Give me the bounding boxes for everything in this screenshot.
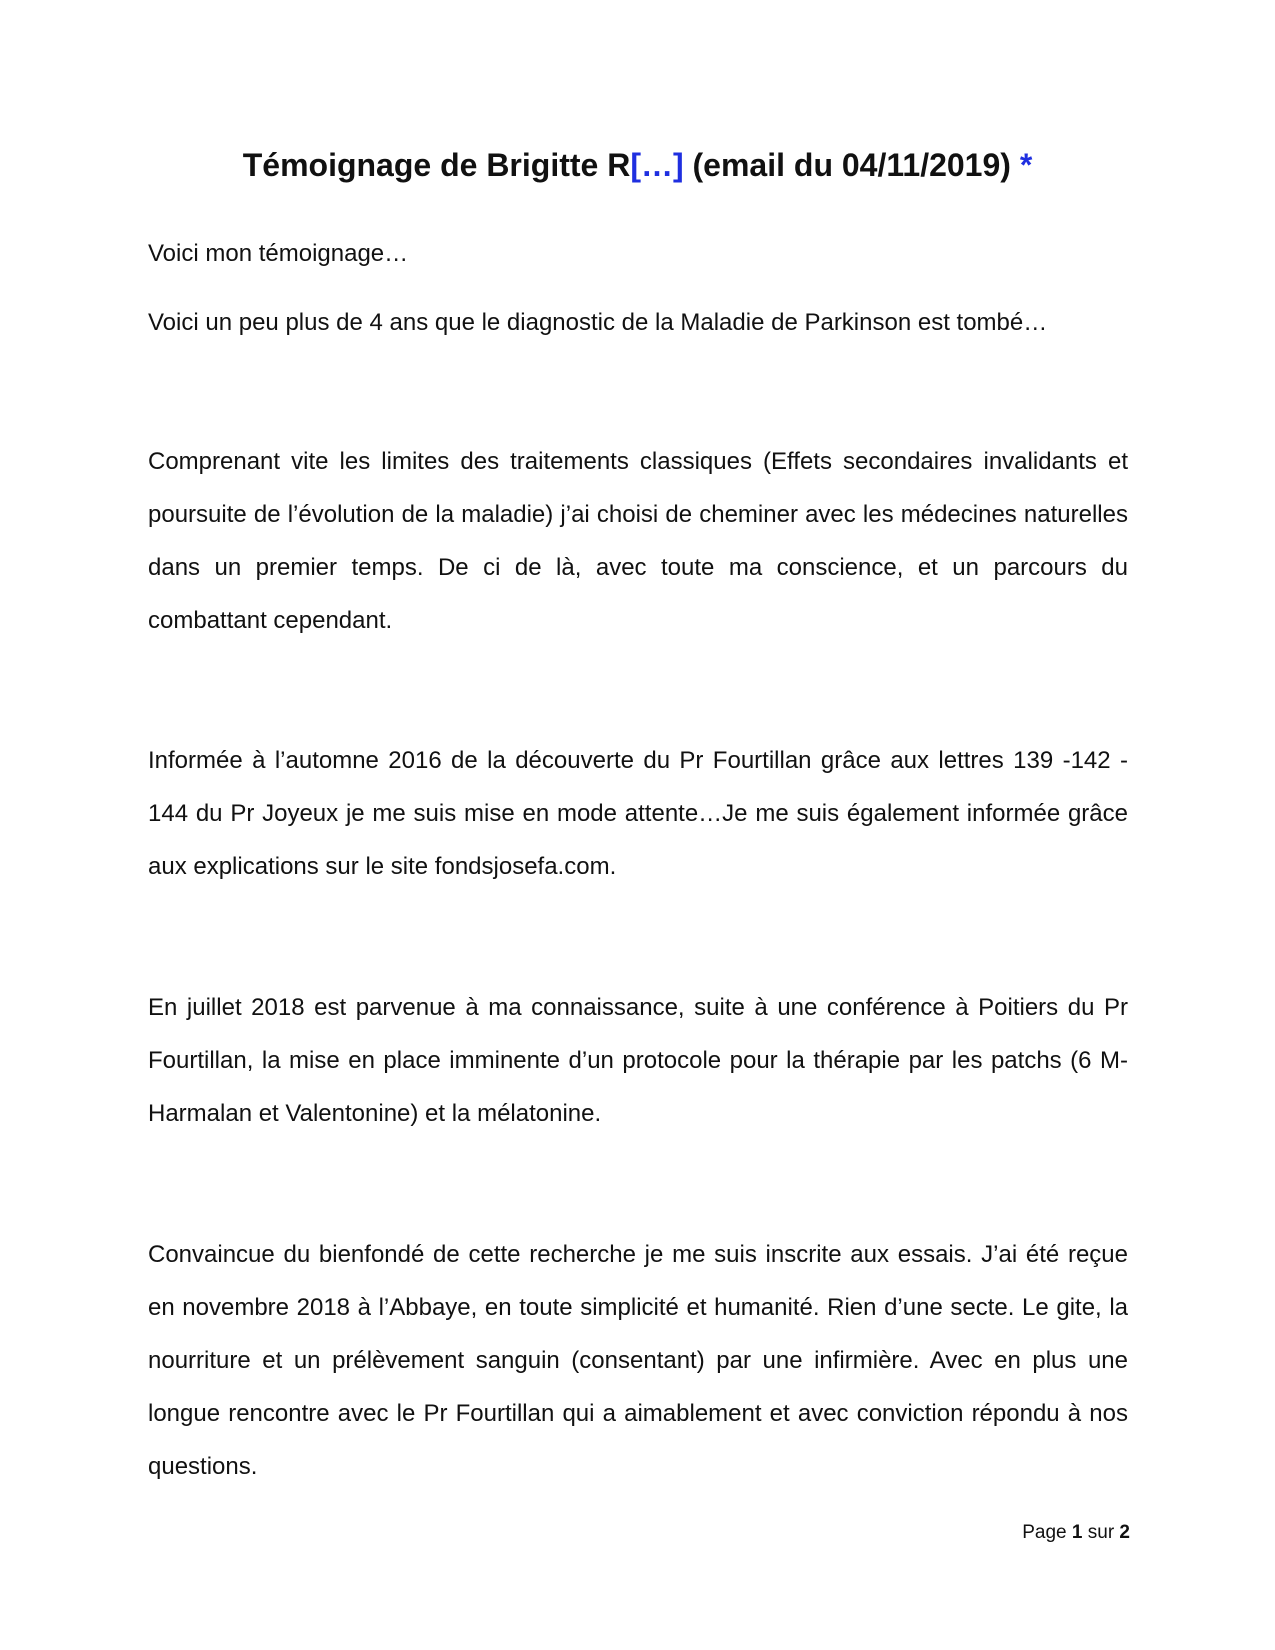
current-page: 1 (1071, 1522, 1083, 1543)
paragraph-treatments: Comprenant vite les limites des traitements classiques (Effets secondaires invalidants et poursuite de l’évolution de la maladie) j’ai choisi de cheminer avec les médecines naturelles dans un premier temps. De ci de là, avec toute ma conscience, et un parcours du combattant cependant. (148, 448, 1128, 634)
paragraph-protocol: En juillet 2018 est parvenue à ma connaissance, suite à une conférence à Poitiers du Pr Fourtillan, la mise en place imminente d’un protocole pour la thérapie par les patchs (6 M-Harmalan et Valentonine) et la mélatonine. (148, 994, 1128, 1127)
paragraph-diagnosis: Voici un peu plus de 4 ans que le diagnostic de la Maladie de Parkinson est tombé… (148, 309, 1048, 336)
of-label: sur (1082, 1522, 1120, 1543)
paragraph-intro: Voici mon témoignage… (148, 240, 409, 267)
title-date: (email du 04/11/2019) (683, 147, 1020, 183)
page-number (1022, 1521, 1130, 1545)
paragraph-discovery: Informée à l’automne 2016 de la découverte du Pr Fourtillan grâce aux lettres 139 -142 - 144 du Pr Joyeux je me suis mise en mode attente…Je me suis également informée grâce aux explications sur le site fondsjosefa.com. (148, 747, 1128, 880)
document-title (0, 145, 1275, 185)
paragraph-trials: Convaincue du bienfondé de cette recherche je me suis inscrite aux essais. J’ai été reçue en novembre 2018 à l’Abbaye, en toute simplicité et humanité. Rien d’une secte. Le gite, la nourriture et un prélèvement sanguin (consentant) par une infirmière. Avec en plus une longue rencontre avec le Pr Fourtillan qui a aimablement et avec conviction répondu à nos questions. (148, 1241, 1128, 1480)
title-asterisk: * (1019, 147, 1033, 183)
title-ellipsis: […] (630, 147, 684, 183)
page-label: Page (1022, 1522, 1072, 1543)
title-text: Témoignage de Brigitte R (242, 147, 631, 183)
total-pages: 2 (1119, 1522, 1130, 1543)
